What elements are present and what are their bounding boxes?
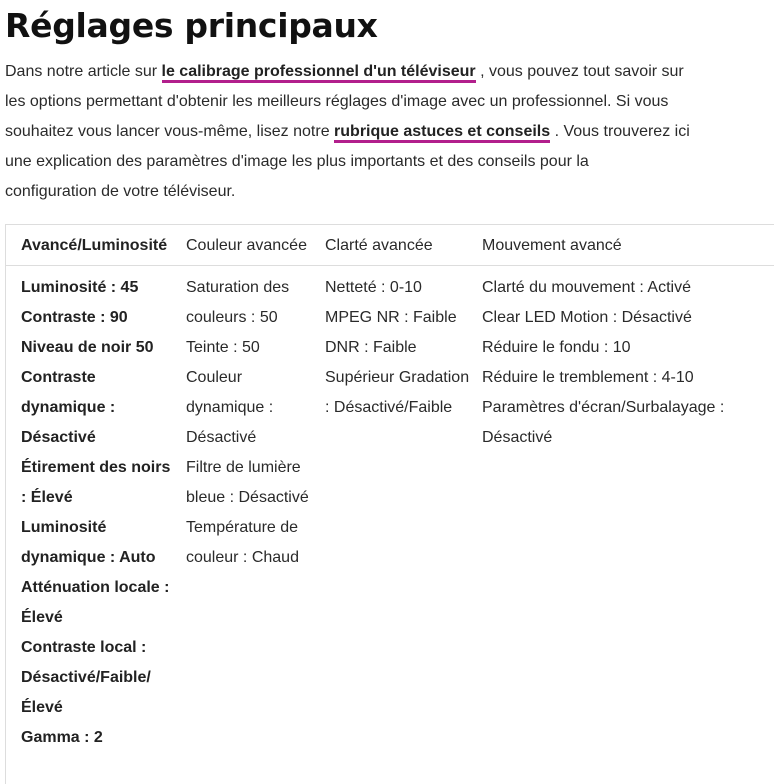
setting-color-saturation: Saturation des couleurs : 50 (186, 279, 290, 326)
column-brightness-settings (6, 266, 182, 754)
setting-dynamic-color: Couleur dynamique : Désactivé (186, 369, 274, 446)
table-header-row (6, 225, 774, 266)
setting-dynamic-contrast: Contraste dynamique : Désactivé (21, 369, 116, 446)
header-advanced-clarity: Clarté avancée (321, 225, 478, 266)
header-advanced-brightness: Avancé/Luminosité (6, 225, 182, 266)
setting-motion-clarity: Clarté du mouvement : Activé (482, 279, 691, 296)
header-advanced-motion: Mouvement avancé (478, 225, 774, 266)
setting-reduce-blur: Réduire le fondu : 10 (482, 339, 631, 356)
intro-line-1 (5, 57, 773, 87)
intro-text: . Vous trouverez ici (550, 123, 690, 140)
setting-gamma: Gamma : 2 (21, 729, 103, 746)
setting-dnr: DNR : Faible (325, 339, 417, 356)
intro-text: souhaitez vous lancer vous-même, lisez notre (5, 123, 335, 140)
settings-table (6, 225, 774, 753)
setting-sharpness: Netteté : 0-10 (325, 279, 422, 296)
table-row (6, 266, 774, 754)
link-tips-and-advice[interactable]: rubrique astuces et conseils (334, 123, 550, 143)
intro-paragraph (5, 57, 773, 207)
page-title: Réglages principaux (5, 6, 378, 45)
column-clarity-settings (321, 266, 478, 754)
intro-text: Dans notre article sur (5, 63, 162, 80)
setting-clear-led-motion: Clear LED Motion : Désactivé (482, 309, 692, 326)
setting-color-temperature: Température de couleur : Chaud (186, 519, 299, 566)
setting-mpeg-nr: MPEG NR : Faible (325, 309, 457, 326)
setting-tint: Teinte : 50 (186, 339, 260, 356)
setting-reduce-judder: Réduire le tremblement : 4-10 (482, 369, 694, 386)
column-color-settings (182, 266, 321, 754)
column-motion-settings (478, 266, 774, 754)
setting-brightness: Luminosité : 45 (21, 279, 139, 296)
setting-local-dimming: Atténuation locale : Élevé (21, 579, 170, 626)
setting-local-contrast: Contraste local : Désactivé/Faible/ Élevé (21, 639, 151, 716)
setting-black-level: Niveau de noir 50 (21, 339, 154, 356)
intro-line-4: une explication des paramètres d'image les plus importants et des conseils pour la (5, 153, 589, 170)
settings-table-container (5, 224, 774, 784)
intro-text: , vous pouvez tout savoir sur (475, 63, 684, 80)
header-advanced-color: Couleur avancée (182, 225, 321, 266)
setting-black-stretch: Étirement des noirs : Élevé (21, 459, 171, 506)
intro-line-3 (5, 117, 773, 147)
intro-line-2: les options permettant d'obtenir les meilleurs réglages d'image avec un professionnel. Si vous (5, 93, 669, 110)
setting-blue-light-filter: Filtre de lumière bleue : Désactivé (186, 459, 309, 506)
setting-superior-gradation: Supérieur Gradation : Désactivé/Faible (325, 369, 470, 416)
setting-contrast: Contraste : 90 (21, 309, 128, 326)
intro-line-5: configuration de votre téléviseur. (5, 183, 236, 200)
setting-screen-overscan: Paramètres d'écran/Surbalayage : Désactivé (482, 399, 725, 446)
link-professional-calibration[interactable]: le calibrage professionnel d'un téléviseur (162, 63, 476, 83)
setting-dynamic-brightness: Luminosité dynamique : Auto (21, 519, 156, 566)
